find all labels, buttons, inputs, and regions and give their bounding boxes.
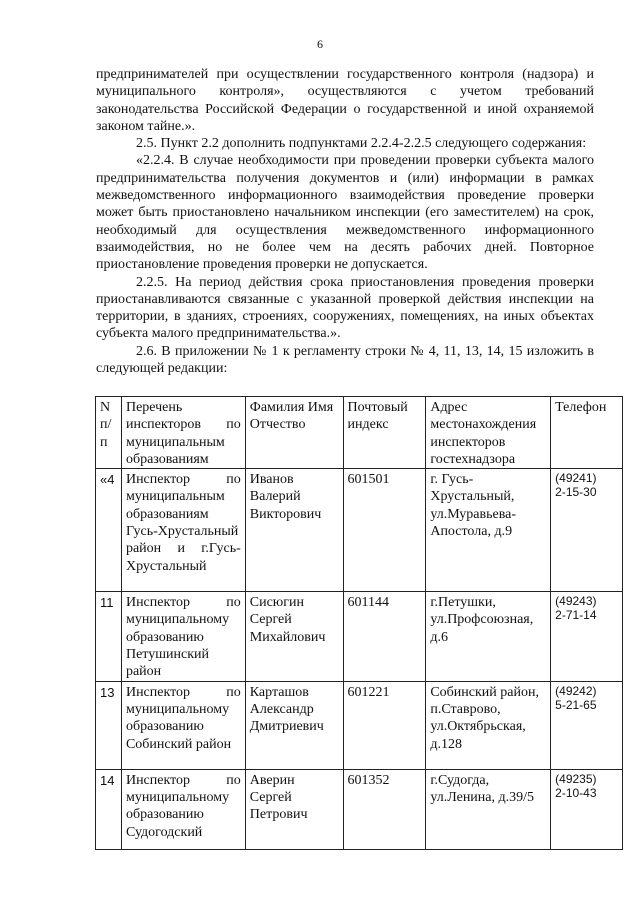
row-name: Карташов Александр Дмитриевич	[245, 681, 343, 769]
paragraph-2-2-5: 2.2.5. На период действия срока приостановления проведения проверки приостанавливаются связанные с указанной проверкой действия инспекции на территории, в зданиях, строениях, сооружениях, помещениях, на иных объектах субъекта малого предпринимательства.».	[96, 274, 594, 342]
phone-number: 2-71-14	[555, 608, 597, 623]
row-phone	[551, 469, 623, 592]
header-num: N п/ п	[96, 397, 122, 469]
header-list: Перечень инспекторов по муниципальным образованиям	[121, 397, 245, 469]
row-number: 11	[96, 592, 122, 681]
row-address: г.Петушки, ул.Профсоюзная, д.6	[426, 592, 551, 681]
table-row	[96, 469, 623, 592]
phone-number: 2-15-30	[555, 485, 597, 500]
table-row	[96, 592, 623, 681]
header-name: Фамилия Имя Отчество	[245, 397, 343, 469]
phone-code: (49235)	[555, 771, 597, 786]
phone-number: 2-10-43	[555, 785, 597, 800]
row-phone	[551, 681, 623, 769]
row-list: Инспектор по муниципальному образованию Собинский район	[121, 681, 245, 769]
table-row	[96, 681, 623, 769]
paragraph-2-5: 2.5. Пункт 2.2 дополнить подпунктами 2.2.4-2.2.5 следующего содержания:	[136, 136, 587, 152]
paragraph-2-6: 2.6. В приложении № 1 к регламенту строки № 4, 11, 13, 14, 15 изложить в следующей редакции:	[96, 343, 594, 377]
document-body	[96, 66, 594, 377]
table-row	[96, 769, 623, 849]
row-index: 601221	[343, 681, 426, 769]
row-list: Инспектор по муниципальным образованиям Гусь-Хрустальный район и г.Гусь-Хрустальный	[121, 469, 245, 592]
row-name: Аверин Сергей Петрович	[245, 769, 343, 849]
row-index: 601144	[343, 592, 426, 681]
row-phone	[551, 769, 623, 849]
row-name: Иванов Валерий Викторович	[245, 469, 343, 592]
table-header-row	[96, 397, 623, 469]
page-number: 6	[317, 37, 323, 51]
row-number: «4	[96, 469, 122, 592]
row-index: 601352	[343, 769, 426, 849]
header-index: Почтовый индекс	[343, 397, 426, 469]
row-index: 601501	[343, 469, 426, 592]
paragraph-continuation: предпринимателей при осуществлении государственного контроля (надзора) и муниципального контроля», осуществляются с учетом требований законодательства Российской Федерации о государственной и иной охраняемой законом тайне.».	[96, 67, 594, 134]
header-address: Адрес местонахождения инспекторов гостехнадзора	[426, 397, 551, 469]
row-address: г.Судогда, ул.Ленина, д.39/5	[426, 769, 551, 849]
row-address: Собинский район, п.Ставрово, ул.Октябрьская, д.128	[426, 681, 551, 769]
phone-number: 5-21-65	[555, 697, 597, 712]
row-list: Инспектор по муниципальному образованию Судогодский	[121, 769, 245, 849]
row-number: 14	[96, 769, 122, 849]
phone-code: (49243)	[555, 594, 597, 609]
phone-code: (49242)	[555, 683, 597, 698]
phone-code: (49241)	[555, 471, 597, 486]
row-address: г. Гусь-Хрустальный, ул.Муравьева-Апостола, д.9	[426, 469, 551, 592]
paragraph-2-2-4: «2.2.4. В случае необходимости при проведении проверки субъекта малого предпринимательства получения документов и (или) информации в рамках межведомственного информационного взаимодействия проведение проверки может быть приостановлено начальником инспекции (его заместителем) на срок, необходимый для осуществления межведомственного информационного взаимодействия, но не более чем на десять рабочих дней. Повторное приостановление проведения проверки не допускается.	[96, 153, 594, 273]
row-phone	[551, 592, 623, 681]
header-phone: Телефон	[551, 397, 623, 469]
inspectors-table	[95, 396, 623, 850]
row-number: 13	[96, 681, 122, 769]
row-name: Сисюгин Сергей Михайлович	[245, 592, 343, 681]
row-list: Инспектор по муниципальному образованию Петушинский район	[121, 592, 245, 681]
